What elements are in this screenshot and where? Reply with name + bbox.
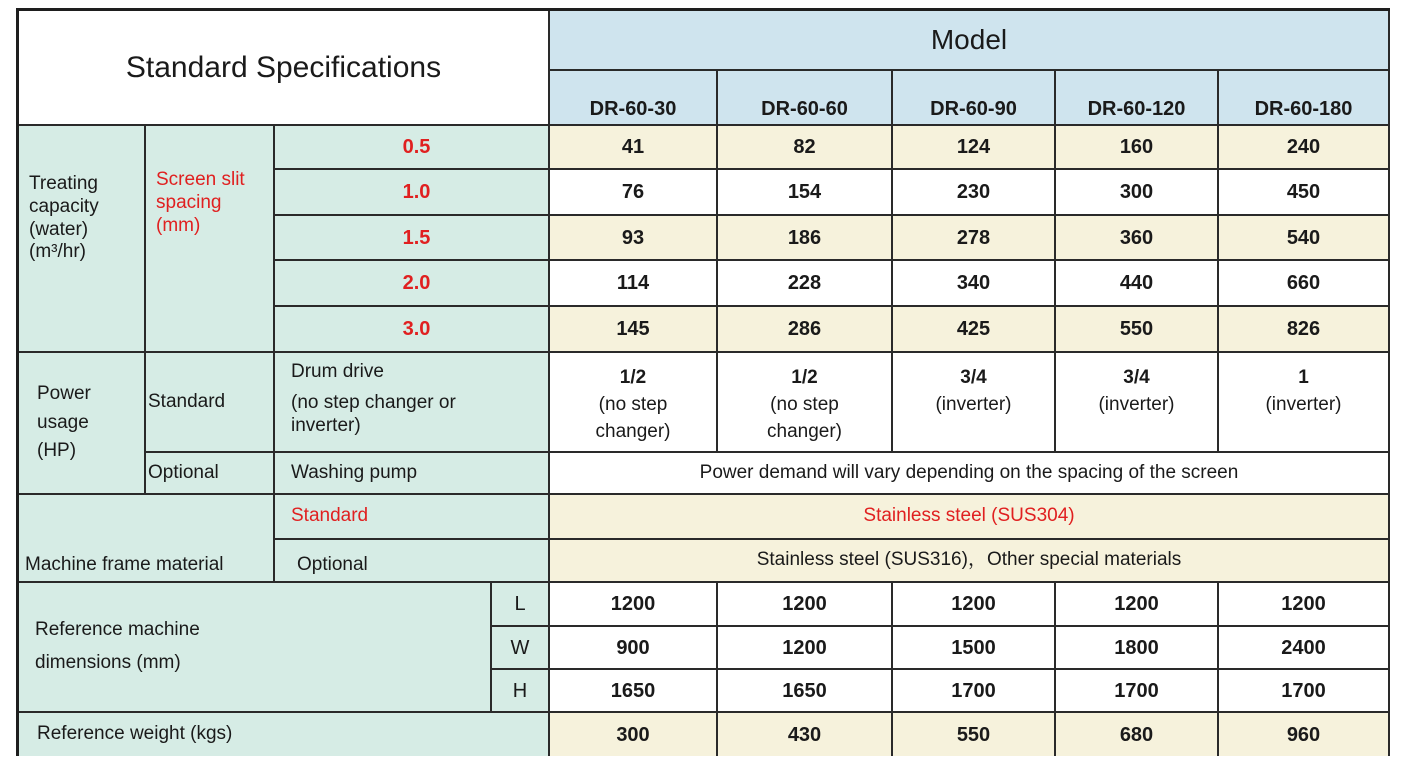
dimension-value: 2400	[1219, 627, 1390, 670]
label-line: Power	[37, 382, 91, 404]
dimension-value: 1200	[893, 583, 1056, 627]
dimension-value: 1200	[1219, 583, 1390, 627]
label-line: inverter)	[291, 414, 361, 436]
weight-value: 960	[1219, 713, 1390, 756]
dimension-value: 1200	[718, 583, 893, 627]
power-value	[718, 353, 893, 453]
label-line: capacity	[29, 195, 99, 217]
label-line: usage	[37, 411, 89, 433]
capacity-value: 160	[1056, 126, 1219, 170]
weight-value: 550	[893, 713, 1056, 756]
capacity-value: 360	[1056, 216, 1219, 261]
power-value-main: 1/2	[791, 367, 818, 388]
dimension-value: 1500	[893, 627, 1056, 670]
model-name: DR-60-180	[1219, 71, 1390, 126]
power-value	[1219, 353, 1390, 453]
label-line: (mm)	[156, 214, 201, 236]
capacity-value: 82	[718, 126, 893, 170]
spacing-value: 2.0	[275, 261, 550, 307]
weight-value: 680	[1056, 713, 1219, 756]
model-name: DR-60-60	[718, 71, 893, 126]
table-title	[19, 11, 550, 126]
label-line: Screen slit	[156, 169, 245, 191]
spacing-value: 1.0	[275, 170, 550, 216]
power-value-main: 1	[1298, 367, 1309, 388]
label-line: Treating	[29, 172, 98, 194]
capacity-value: 286	[718, 307, 893, 353]
label-line: Reference machine	[35, 619, 200, 641]
power-usage-label	[19, 353, 146, 495]
capacity-value: 76	[550, 170, 718, 216]
frame-optional-value: Stainless steel (SUS316)，Other special materials	[550, 540, 1390, 583]
capacity-value: 340	[893, 261, 1056, 307]
frame-standard-label: Standard	[275, 495, 550, 540]
capacity-value: 826	[1219, 307, 1390, 353]
dimension-value: 1200	[550, 583, 718, 627]
capacity-value: 278	[893, 216, 1056, 261]
frame-material-label: Machine frame material	[19, 495, 275, 583]
frame-standard-value: Stainless steel (SUS304)	[550, 495, 1390, 540]
dimensions-label	[19, 583, 492, 713]
treating-capacity-label	[19, 126, 146, 353]
power-value-note: (no step	[598, 393, 668, 415]
model-name: DR-60-30	[550, 71, 718, 126]
power-value-note: (inverter)	[1265, 393, 1342, 415]
power-value-note: (no step	[770, 393, 839, 415]
capacity-value: 300	[1056, 170, 1219, 216]
dimension-value: 1650	[718, 670, 893, 713]
model-header	[550, 11, 1390, 71]
capacity-value: 550	[1056, 307, 1219, 353]
dimension-value: 1800	[1056, 627, 1219, 670]
power-value	[1056, 353, 1219, 453]
dimension-value: 1700	[1056, 670, 1219, 713]
model-header-text: Model	[930, 24, 1008, 56]
label-line: (m³/hr)	[29, 241, 86, 263]
dimension-value: 1200	[1056, 583, 1219, 627]
capacity-value: 425	[893, 307, 1056, 353]
washing-pump-label: Washing pump	[275, 453, 550, 495]
capacity-value: 154	[718, 170, 893, 216]
dimension-value: 1650	[550, 670, 718, 713]
capacity-value: 660	[1219, 261, 1390, 307]
power-value-main: 3/4	[1123, 367, 1150, 388]
weight-value: 430	[718, 713, 893, 756]
capacity-value: 93	[550, 216, 718, 261]
dimension-key: W	[492, 627, 550, 670]
dimension-value: 900	[550, 627, 718, 670]
power-standard-label: Standard	[146, 353, 275, 453]
dimension-key: L	[492, 583, 550, 627]
power-value-note: (inverter)	[935, 393, 1012, 415]
label-line: (HP)	[37, 440, 77, 462]
capacity-value: 186	[718, 216, 893, 261]
model-name: DR-60-90	[893, 71, 1056, 126]
weight-value: 300	[550, 713, 718, 756]
label-line: Drum drive	[291, 361, 384, 382]
label-line: (no step changer or	[291, 391, 456, 413]
spacing-value: 3.0	[275, 307, 550, 353]
screen-slit-label	[146, 126, 275, 353]
capacity-value: 440	[1056, 261, 1219, 307]
spacing-value: 0.5	[275, 126, 550, 170]
dimension-value: 1200	[718, 627, 893, 670]
weight-label: Reference weight (kgs)	[19, 713, 550, 756]
capacity-value: 240	[1219, 126, 1390, 170]
drum-drive-label	[275, 353, 550, 453]
spec-table	[16, 8, 1390, 756]
power-value-note: changer)	[595, 420, 671, 442]
capacity-value: 450	[1219, 170, 1390, 216]
capacity-value: 124	[893, 126, 1056, 170]
model-name: DR-60-120	[1056, 71, 1219, 126]
power-value	[550, 353, 718, 453]
pump-note: Power demand will vary depending on the spacing of the screen	[550, 453, 1390, 495]
capacity-value: 228	[718, 261, 893, 307]
label-line: (water)	[29, 218, 89, 240]
power-value-main: 1/2	[619, 367, 647, 388]
capacity-value: 41	[550, 126, 718, 170]
power-value-note: changer)	[767, 420, 842, 442]
power-value-main: 3/4	[960, 367, 987, 388]
power-optional-label: Optional	[146, 453, 275, 495]
table-title-text: Standard Specifications	[125, 50, 442, 84]
label-line: dimensions (mm)	[35, 652, 181, 673]
capacity-value: 145	[550, 307, 718, 353]
capacity-value: 540	[1219, 216, 1390, 261]
dimension-key: H	[492, 670, 550, 713]
power-value	[893, 353, 1056, 453]
frame-optional-label: Optional	[275, 540, 550, 583]
power-value-note: (inverter)	[1098, 393, 1175, 415]
dimension-value: 1700	[893, 670, 1056, 713]
dimension-value: 1700	[1219, 670, 1390, 713]
capacity-value: 230	[893, 170, 1056, 216]
label-line: spacing	[156, 192, 222, 214]
capacity-value: 114	[550, 261, 718, 307]
spacing-value: 1.5	[275, 216, 550, 261]
